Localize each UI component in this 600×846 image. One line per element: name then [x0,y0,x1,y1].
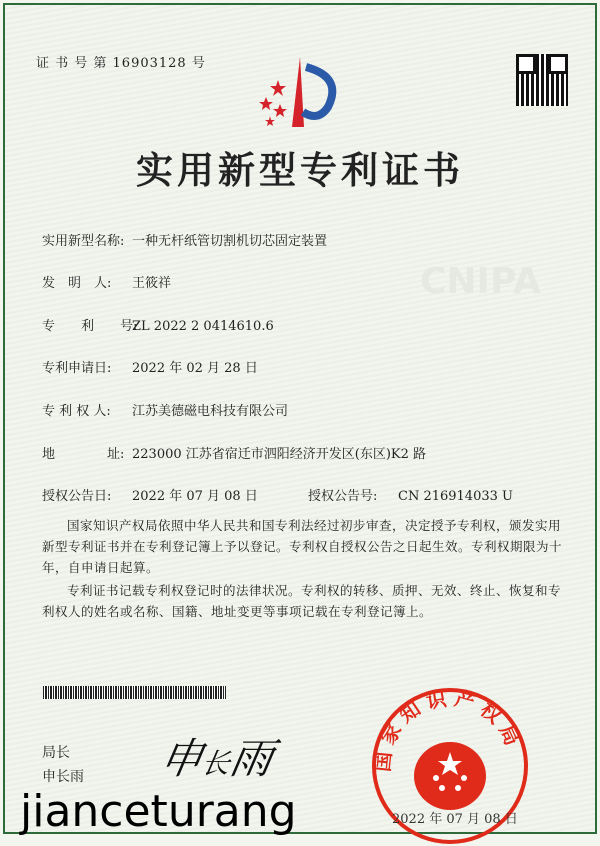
field-address [42,443,426,462]
field-label: 发 明 人: [42,276,112,291]
field-label: 专 利 权 人: [42,404,111,419]
field-patentee [42,400,288,419]
field-inventor [42,272,171,291]
field-announcement-number [308,485,513,504]
seal-date: 2022 年 07 月 08 日 [392,812,518,827]
field-value: 2022 年 02 月 28 日 [132,361,258,376]
paragraph-grant: 国家知识产权局依照中华人民共和国专利法经过初步审查，决定授予专利权，颁发实用新型专利证书并在专利登记簿上予以登记。专利权自授权公告之日起生效。专利权期限为十年，自申请日起算。 [42,518,563,575]
background-watermark: CNIPA [420,261,541,302]
field-value: 江苏美德磁电科技有限公司 [132,404,289,419]
certificate-number: 证 书 号 第 16903128 号 [36,56,206,71]
field-value: ZL 2022 2 0414610.6 [132,319,274,334]
signer-name: 申长雨 [42,769,84,785]
cnipa-logo [248,52,348,132]
field-label: 授权公告日: [42,489,112,504]
field-value: 一种无杆纸管切割机切芯固定装置 [132,234,328,249]
field-label: 地 址: [42,447,125,462]
barcode [43,686,226,699]
field-label: 专利申请日: [42,361,112,376]
field-grant-date [42,485,258,504]
paragraph-legal-status: 专利证书记载专利权登记时的法律状况。专利权的转移、质押、无效、终止、恢复和专利权人的姓名或名称、国籍、地址变更等事项记载在专利登记簿上。 [42,583,562,619]
qr-code [516,54,568,106]
field-label: 实用新型名称: [42,234,125,249]
field-label: 授权公告号: [308,489,378,504]
field-value: 2022 年 07 月 08 日 [132,489,258,504]
field-application-date [42,357,258,376]
field-value: CN 216914033 U [398,489,513,504]
field-value: 223000 江苏省宿迁市泗阳经济开发区(东区)K2 路 [132,447,427,462]
field-utility-model-name [42,230,327,249]
field-value: 王筱祥 [132,276,172,291]
signer-role: 局长 [42,745,70,761]
document-title: 实用新型专利证书 [136,148,464,192]
field-patent-number [42,315,274,334]
handwritten-signature: 申长雨 [156,734,277,783]
svg-text:国家知识产权局: 国家知识产权局 [370,686,528,773]
field-label: 专 利 号: [42,319,138,334]
overlay-watermark: jianceturang [20,786,297,837]
